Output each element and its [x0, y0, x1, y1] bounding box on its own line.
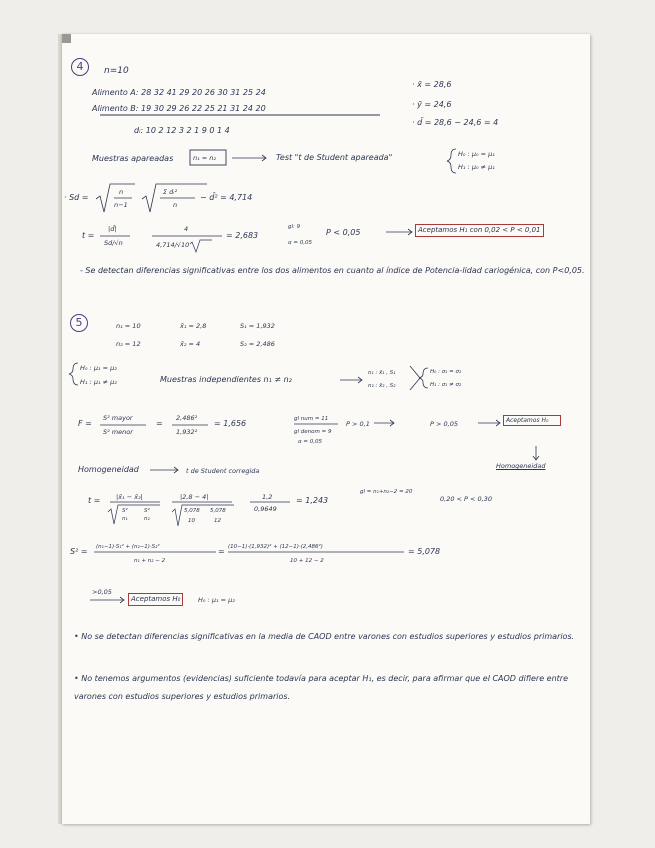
x1: x̄₁ = 2,8 [180, 322, 207, 330]
t-frac1-den: Sd/√n [104, 239, 123, 247]
h1-5: H₁ : μ₁ ≠ μ₂ [80, 378, 117, 386]
test-name: Test "t de Student apareada" [276, 153, 393, 162]
homogeneidad-label: Homogeneidad [78, 465, 139, 474]
alpha-level: α = 0,05 [288, 240, 312, 246]
s1: S₁ = 1,932 [240, 322, 275, 330]
t5-label: t = [88, 496, 101, 505]
conclusion-p5-2: • No tenemos argumentos (evidencias) suficiente todavía para aceptar H₁, es decir, para afirmar que el CAOD difiere entre varones con estudios superiores y estudios primarios. [74, 674, 568, 701]
degrees-of-freedom: gl: 9 [288, 224, 301, 230]
t-frac2-num: 4 [184, 225, 189, 233]
s2-val-den: 10 + 12 − 2 [290, 558, 324, 564]
s2-eq: = [218, 547, 225, 556]
f-alpha: α = 0,05 [298, 439, 322, 445]
t5-den-c: S² [144, 508, 150, 514]
final-accept-box: Aceptamos H₀ [128, 593, 183, 606]
t5-val-den-a: 5,078 [184, 508, 200, 514]
sd-frac2-den: n [173, 201, 178, 209]
s2-label: S² = [70, 547, 88, 556]
gl-t: gl = n₁+n₂−2 = 20 [360, 489, 413, 495]
mean-d: · d̄ = 28,6 − 24,6 = 4 [412, 118, 499, 127]
alimento-b-row: Alimento B: 19 30 29 26 22 25 21 31 24 20 [92, 104, 266, 113]
n1: n₁ = 10 [116, 322, 141, 330]
f-label: F = [78, 419, 92, 428]
n-equal: n₁ = n₂ [193, 154, 217, 162]
independent-samples-label: Muestras independientes n₁ ≠ n₂ [160, 375, 292, 384]
p-gt-01: P > 0,1 [346, 420, 370, 428]
f-val-den: 1,932² [176, 428, 198, 436]
homogeneidad-right: Homogeneidad [496, 462, 546, 470]
h1: H₁ : μ₀ ≠ μ₁ [458, 163, 495, 171]
t-result: = 2,683 [226, 231, 259, 240]
f-eq: = [156, 419, 163, 428]
t5-val-den-c: 5,078 [210, 508, 226, 514]
p-gt-005: P > 0,05 [430, 420, 458, 428]
t5-den-d: n₂ [144, 516, 150, 522]
s2-num: (n₁−1)·S₁² + (n₂−1)·S₂² [96, 544, 160, 550]
t-label: t = [82, 231, 95, 240]
problem-number-badge: 4 [71, 58, 89, 76]
sd-frac1-num: n [119, 188, 124, 196]
decision-box: Aceptamos H₁ con 0,02 < P < 0,01 [415, 224, 544, 237]
t-frac1-num: |d̄| [108, 225, 117, 233]
t5-frac3-num: 1,2 [262, 493, 273, 501]
sd-frac2-num: Σ dᵢ² [163, 188, 178, 196]
t-student-corrected: t de Student corregida [186, 467, 260, 475]
conclusion-p5-1: • No se detectan diferencias significativas en la media de CAOD entre varones con estudios superiores y estudios primarios. [74, 632, 575, 641]
s2-val-num: (10−1)·(1,932)² + (12−1)·(2,486²) [228, 544, 323, 550]
t5-frac3-den: 0,9649 [254, 505, 277, 513]
alimento-a-row: Alimento A: 28 32 41 29 20 26 30 31 25 24 [92, 88, 266, 97]
f-result: = 1,656 [214, 419, 247, 428]
t5-den-a: S² [122, 508, 128, 514]
gl-num: gl num = 11 [294, 416, 329, 422]
p-value: P < 0,05 [326, 228, 361, 237]
t5-den-b: n₁ [122, 516, 128, 522]
h0: H₀ : μ₀ = μ₁ [458, 150, 495, 158]
t5-val-num: |2,8 − 4| [180, 493, 209, 501]
t5-val-den-d: 12 [214, 518, 221, 524]
right-h0: H₀ : σ₁ = σ₂ [430, 369, 462, 375]
t5-result: = 1,243 [296, 496, 329, 505]
t-frac2-den: 4,714/√10 [156, 241, 190, 249]
accept-h0-box: Aceptamos H₀ [503, 415, 561, 426]
h0-5: H₀ : μ₁ = μ₂ [80, 364, 117, 372]
t5-num: |x̄₁ − x̄₂| [116, 493, 143, 501]
sd-frac1-den: n−1 [114, 201, 128, 209]
problem-number-badge-5: 5 [70, 314, 88, 332]
differences-row: dᵢ: 10 2 12 3 2 1 9 0 1 4 [134, 126, 230, 135]
s2-result: = 5,078 [408, 547, 441, 556]
right-b: n₂ : x̄₂ , S₂ [368, 383, 396, 389]
final-h0: H₀ : μ₁ = μ₂ [198, 596, 235, 604]
mean-y: · ȳ = 24,6 [412, 100, 452, 109]
gl-den: gl denom = 9 [294, 429, 332, 435]
sample-size: n=10 [104, 66, 129, 76]
conclusion-p4: - Se detectan diferencias significativas entre los dos alimentos en cuanto al índice de Potencia-lidad cariogénica, con P<0,05. [80, 266, 585, 275]
right-h1: H₁ : σ₁ ≠ σ₂ [430, 382, 462, 388]
sd-result: − d̄² = 4,714 [200, 193, 253, 202]
paper-corner [62, 34, 71, 43]
n2: n₂ = 12 [116, 340, 141, 348]
p-range: 0,20 < P < 0,30 [440, 495, 493, 503]
s2: S₂ = 2,486 [240, 340, 275, 348]
t5-val-den-b: 10 [188, 518, 195, 524]
sd-label: · Sd = [64, 193, 89, 202]
x2: x̄₂ = 4 [180, 340, 201, 348]
s2-den: n₁ + n₂ − 2 [134, 558, 166, 564]
f-num: S² mayor [103, 414, 133, 422]
mean-x: · x̄ = 28,6 [412, 80, 452, 89]
final-p: >0,05 [92, 588, 112, 596]
right-a: n₁ : x̄₁ , S₁ [368, 370, 396, 376]
f-den: S² menor [103, 428, 133, 436]
f-val-num: 2,486² [176, 414, 198, 422]
paired-samples-label: Muestras apareadas [92, 154, 174, 163]
